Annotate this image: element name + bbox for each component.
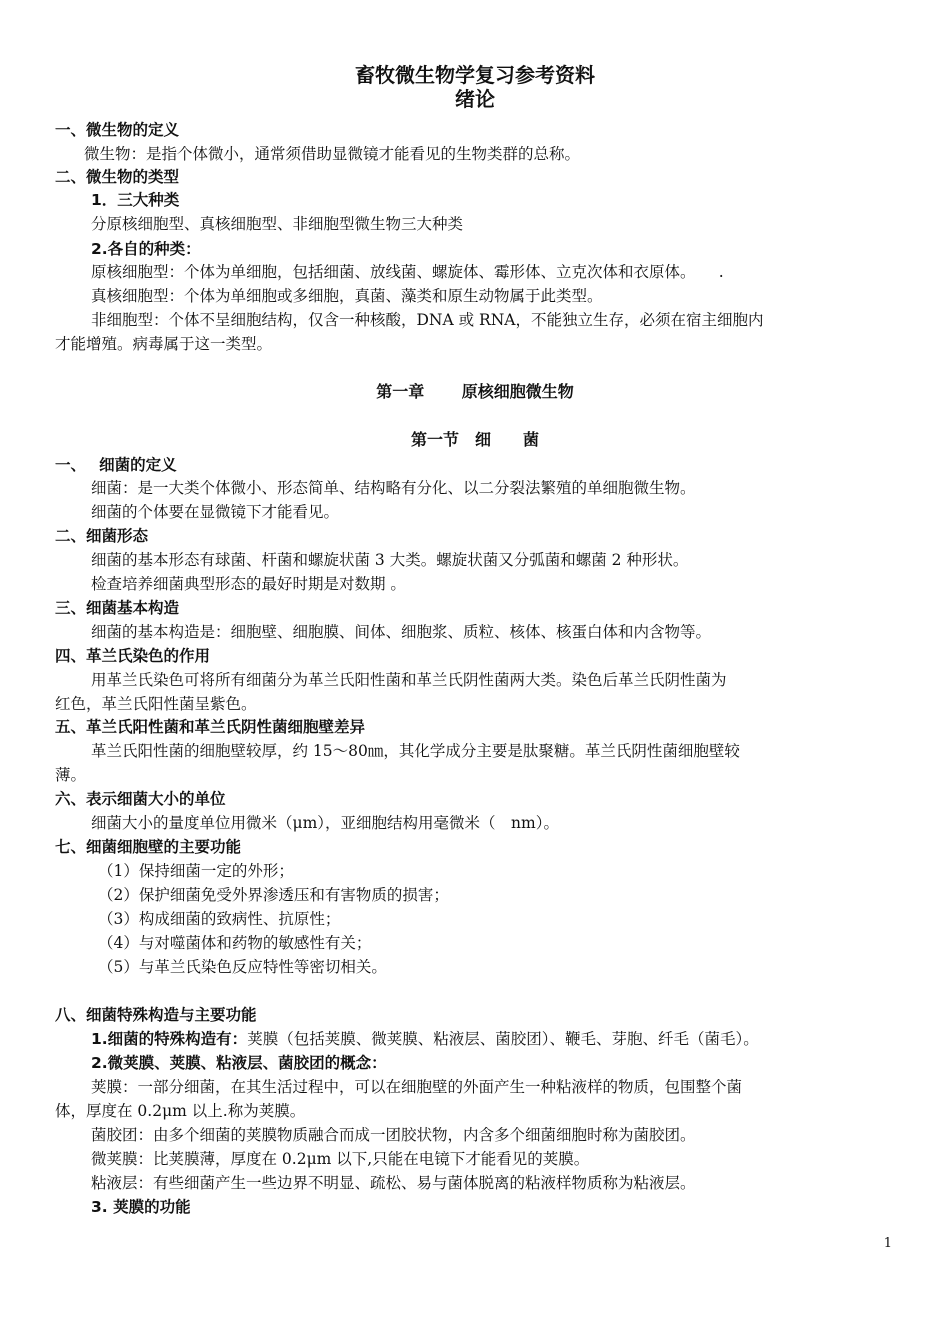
heading-microbe-definition: 一、微生物的定义 [55,121,180,139]
subheading: 3. 荚膜的功能 [91,1198,191,1216]
paragraph: 细菌的个体要在显微镜下才能看见。 [91,503,340,521]
list-item: （4）与对噬菌体和药物的敏感性有关； [98,934,372,952]
subheading: 1．三大种类 [91,191,180,209]
heading-special-structures: 八、细菌特殊构造与主要功能 [55,1006,257,1024]
paragraph: 微生物：是指个体微小，通常须借助显微镜才能看见的生物类群的总称。 [84,145,581,163]
paragraph: 细菌的基本构造是：细胞壁、细胞膜、间体、细胞浆、质粒、核体、核蛋白体和内含物等。 [91,623,712,641]
section-title-intro: 绪论 [455,87,495,111]
subheading: 2.微荚膜、荚膜、粘液层、菌胶团的概念： [91,1054,387,1072]
heading-microbe-types: 二、微生物的类型 [55,168,180,186]
paragraph: 才能增殖。病毒属于这一类型。 [55,335,273,353]
paragraph: 细菌的基本形态有球菌、杆菌和螺旋状菌 3 大类。螺旋状菌又分弧菌和螺菌 2 种形状。 [91,551,689,569]
inline-bold-label: 1.细菌的特殊构造有： [91,1030,248,1048]
paragraph: 原核细胞型：个体为单细胞，包括细菌、放线菌、螺旋体、霉形体、立克次体和衣原体。 . [91,263,724,281]
paragraph: 薄。 [55,766,87,784]
paragraph: 分原核细胞型、真核细胞型、非细胞型微生物三大种类 [91,215,464,233]
heading-bacteria-morphology: 二、细菌形态 [55,527,149,545]
list-item: （2）保护细菌免受外界渗透压和有害物质的损害； [98,886,449,904]
paragraph: 菌胶团：由多个细菌的荚膜物质融合而成一团胶状物，内含多个细菌细胞时称为菌胶团。 [91,1126,696,1144]
heading-size-units: 六、表示细菌大小的单位 [55,790,226,808]
paragraph: 细菌大小的量度单位用微米（μm），亚细胞结构用毫微米（ nm）。 [91,814,559,832]
heading-basic-structure: 三、细菌基本构造 [55,599,180,617]
paragraph: 细菌：是一大类个体微小、形态简单、结构略有分化、以二分裂法繁殖的单细胞微生物。 [91,479,696,497]
subheading: 2.各自的种类： [91,240,201,258]
paragraph [91,1028,759,1050]
paragraph: 真核细胞型：个体为单细胞或多细胞，真菌、藻类和原生动物属于此类型。 [91,287,603,305]
paragraph: 微荚膜：比荚膜薄，厚度在 0.2μm 以下,只能在电镜下才能看见的荚膜。 [91,1150,590,1168]
list-item: （5）与革兰氏染色反应特性等密切相关。 [98,958,387,976]
paragraph: 荚膜：一部分细菌，在其生活过程中，可以在细胞壁的外面产生一种粘液样的物质，包围整个菌 [91,1078,743,1096]
paragraph: 非细胞型：个体不呈细胞结构，仅含一种核酸，DNA 或 RNA，不能独立生存，必须在宿主细胞内 [91,311,764,329]
list-item: （1）保持细菌一定的外形； [98,862,294,880]
paragraph: 用革兰氏染色可将所有细菌分为革兰氏阳性菌和革兰氏阴性菌两大类。染色后革兰氏阴性菌为 [91,671,727,689]
heading-cell-wall-functions: 七、细菌细胞壁的主要功能 [55,838,242,856]
heading-gram-stain: 四、革兰氏染色的作用 [55,647,211,665]
heading-cell-wall-difference: 五、革兰氏阳性菌和革兰氏阴性菌细胞壁差异 [55,718,366,736]
chapter-title: 第一章 原核细胞微生物 [376,382,574,401]
paragraph: 粘液层：有些细菌产生一些边界不明显、疏松、易与菌体脱离的粘液样物质称为粘液层。 [91,1174,696,1192]
paragraph: 体，厚度在 0.2μm 以上.称为荚膜。 [55,1102,306,1120]
list-item: （3）构成细菌的致病性、抗原性； [98,910,341,928]
paragraph: 革兰氏阳性菌的细胞壁较厚，约 15～80㎚，其化学成分主要是肽聚糖。革兰氏阴性菌细胞壁较 [91,742,740,760]
inline-text: 荚膜（包括荚膜、微荚膜、粘液层、菌胶团）、鞭毛、芽胞、纤毛（菌毛）。 [247,1030,759,1048]
paragraph: 红色，革兰氏阳性菌呈紫色。 [55,695,257,713]
paragraph: 检查培养细菌典型形态的最好时期是对数期 。 [91,575,406,593]
section-title: 第一节 细 菌 [410,430,539,449]
document-title: 畜牧微生物学复习参考资料 [355,63,595,87]
heading-bacteria-definition: 一、 细菌的定义 [55,456,177,474]
page-number: 1 [883,1236,892,1251]
